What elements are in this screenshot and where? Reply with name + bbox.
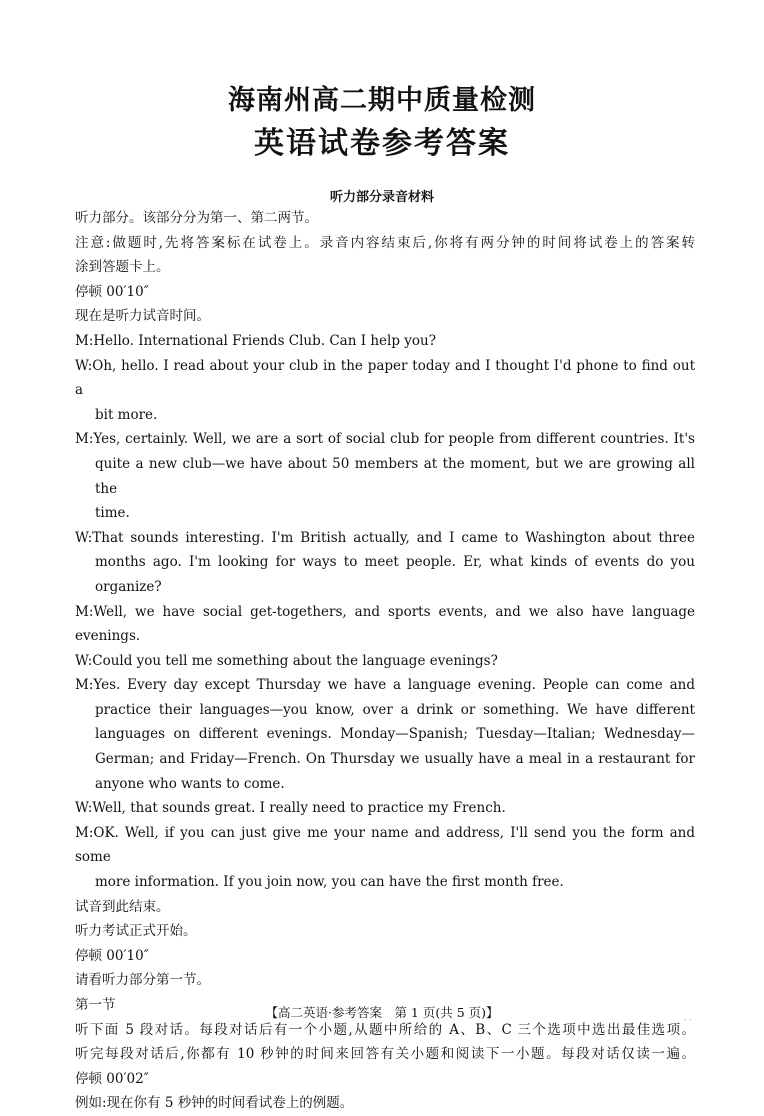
document-subtitle: 英语试卷参考答案 — [254, 126, 510, 161]
dialogue-line: months ago. I'm looking for ways to meet people. Er, what kinds of events do you organize? — [95, 554, 695, 595]
text-line: 现在是听力试音时间。 — [75, 308, 210, 325]
dialogue-line: W:Could you tell me something about the language evenings? — [75, 652, 498, 669]
text-line: 注意:做题时,先将答案标在试卷上。录音内容结束后,你将有两分钟的时间将试卷上的答案转 — [75, 234, 695, 251]
dialogue-line: German; and Friday—French. On Thursday we usually have a meal in a restaurant for — [95, 751, 695, 768]
page-footer: 【高二英语·参考答案 第 1 页(共 5 页)】 — [265, 1005, 499, 1020]
text-line: 试音到此结束。 — [75, 898, 170, 915]
dialogue-line: M:Well, we have social get-togethers, and sports events, and we also have language evenings. — [75, 603, 695, 645]
text-line: 听下面 5 段对话。每段对话后有一个小题,从题中所给的 A、B、C 三个选项中选出最佳选项。 — [75, 1021, 695, 1038]
text-line: 听完每段对话后,你都有 10 秒钟的时间来回答有关小题和阅读下一小题。每段对话仅读一遍。 — [75, 1046, 695, 1063]
dialogue-line: time. — [95, 505, 130, 522]
section-heading: 听力部分录音材料 — [329, 190, 434, 205]
dialogue-line: anyone who wants to come. — [95, 775, 285, 792]
dialogue-line: W:Well, that sounds great. I really need to practice my French. — [75, 800, 506, 817]
document-title: 海南州高二期中质量检测 — [228, 85, 536, 116]
text-line: 听力考试正式开始。 — [75, 923, 197, 940]
dialogue-line: practice their languages—you know, over a drink or something. We have different — [95, 701, 695, 718]
text-line: 请看听力部分第一节。 — [75, 972, 210, 989]
pause-marker: 停顿 00′10″ — [75, 947, 149, 964]
dialogue-line: M:OK. Well, if you can just give me your name and address, I'll send you the form and some — [75, 824, 695, 866]
text-line: 例如:现在你有 5 秒钟的时间看试卷上的例题。 — [75, 1095, 354, 1112]
dialogue-line: more information. If you join now, you can have the first month free. — [95, 874, 564, 891]
dialogue-line: M:Yes, certainly. Well, we are a sort of social club for people from different countries. It's — [75, 431, 695, 448]
transcript-body — [75, 206, 695, 1116]
pause-marker: 停顿 00′10″ — [75, 283, 149, 300]
text-line: 听力部分。该部分分为第一、第二两节。 — [75, 210, 318, 226]
text-line: 第一节 — [75, 997, 116, 1013]
corner-mark: . . — [684, 1013, 692, 1022]
dialogue-line: M:Hello. International Friends Club. Can I help you? — [75, 332, 436, 349]
dialogue-line: bit more. — [95, 406, 158, 423]
dialogue-line: M:Yes. Every day except Thursday we have a language evening. People can come and — [75, 677, 695, 694]
dialogue-line: languages on different evenings. Monday—Spanish; Tuesday—Italian; Wednesday— — [95, 726, 695, 743]
text-line: 涂到答题卡上。 — [75, 259, 170, 276]
dialogue-line: W:Oh, hello. I read about your club in the paper today and I thought I'd phone to find out a — [75, 357, 695, 399]
pause-marker: 停顿 00′02″ — [75, 1070, 149, 1087]
dialogue-line: W:That sounds interesting. I'm British actually, and I came to Washington about three — [75, 529, 695, 546]
dialogue-line: quite a new club—we have about 50 members at the moment, but we are growing all the — [95, 455, 695, 497]
